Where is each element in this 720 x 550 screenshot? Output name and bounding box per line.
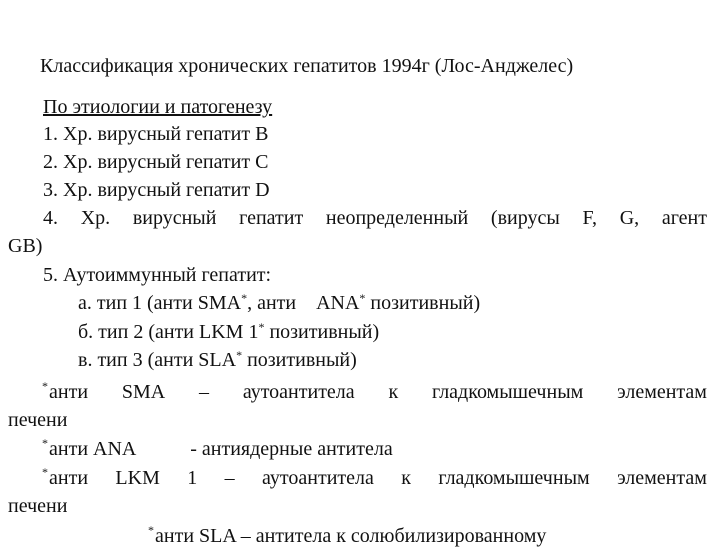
word: гладкомышечным (432, 381, 584, 403)
subitem-b (78, 320, 379, 344)
footnote-marker: * (241, 291, 248, 305)
subitem-b-suffix: позитивный) (264, 321, 380, 343)
list-item: 1. Хр. вирусный гепатит В (43, 123, 269, 145)
word: элементам (617, 381, 707, 403)
word: Хр. (80, 207, 111, 229)
word: – (224, 467, 235, 489)
list-item-5: 5. Аутоиммунный гепатит: (43, 264, 272, 286)
list-item: 2. Хр. вирусный гепатит С (43, 151, 269, 173)
footnote-marker: * (148, 523, 154, 537)
footnote-sma (42, 380, 707, 406)
word: 1 (187, 467, 198, 489)
footnote-sma-continuation: печени (8, 409, 68, 431)
word: F, (582, 207, 597, 229)
list-item-4 (43, 206, 707, 230)
word: LKM (115, 467, 160, 489)
footnote-marker: * (42, 436, 48, 450)
word: (вирусы (490, 207, 560, 229)
subitem-a-middle: , анти ANA (247, 292, 360, 314)
word (42, 380, 88, 406)
word: 4. (43, 207, 58, 229)
section-heading: По этиологии и патогенезу (43, 96, 273, 118)
word: вирусный (132, 207, 217, 229)
word: – (199, 381, 210, 403)
footnote-ana-text: анти ANA - антиядерные антитела (49, 438, 393, 460)
subitem-a-prefix: а. тип 1 (анти SMA (78, 292, 242, 314)
word: SMA (121, 381, 166, 403)
word: неопределенный (325, 207, 469, 229)
word: G, (619, 207, 640, 229)
footnote-marker: * (236, 348, 243, 362)
subitem-c-suffix: позитивный) (242, 349, 357, 371)
footnote-marker: * (359, 291, 366, 305)
subitem-b-prefix: б. тип 2 (анти LKM 1 (78, 321, 259, 343)
word-text: анти (49, 467, 89, 489)
footnote-lkm (42, 466, 707, 492)
document-title: Классификация хронических гепатитов 1994г (Лос-Анджелес) (40, 55, 574, 77)
subitem-a-suffix: позитивный) (365, 292, 481, 314)
word (42, 466, 88, 492)
word: к (388, 381, 399, 403)
word: агент (661, 207, 707, 229)
word: элементам (617, 467, 707, 489)
footnote-marker: * (258, 320, 265, 334)
word: гепатит (239, 207, 304, 229)
subitem-c-prefix: в. тип 3 (анти SLA (78, 349, 237, 371)
word: гладкомышечным (438, 467, 590, 489)
subitem-c (78, 348, 357, 372)
word: аутоантитела (242, 381, 355, 403)
footnote-marker: * (42, 465, 48, 479)
list-item: 3. Хр. вирусный гепатит D (43, 179, 270, 201)
word: к (401, 467, 411, 489)
word: аутоантитела (262, 467, 374, 489)
footnote-lkm-continuation: печени (8, 495, 68, 517)
subitem-a (78, 291, 480, 315)
word-text: анти (49, 381, 89, 403)
footnote-sla-text: анти SLA – антитела к солюбилизированному (155, 525, 547, 547)
list-item-4-continuation: GB) (8, 235, 43, 257)
footnote-marker: * (42, 379, 48, 393)
footnote-sla (148, 524, 546, 550)
footnote-ana (42, 437, 393, 463)
